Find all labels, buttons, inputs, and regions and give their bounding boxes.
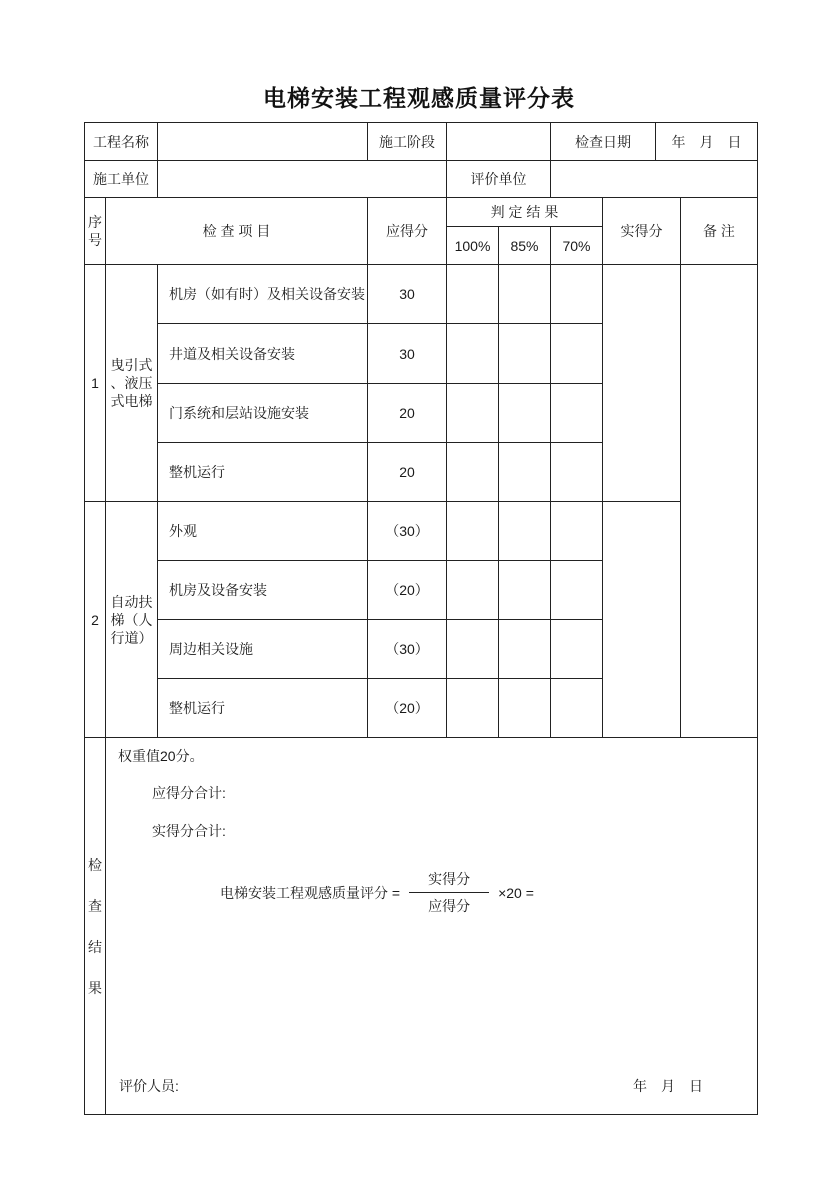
judge-cell-70[interactable] <box>551 561 603 620</box>
due-score-value: （20） <box>368 561 447 620</box>
item-label: 井道及相关设备安装 <box>158 324 368 384</box>
header-judge-100: 100% <box>447 227 499 265</box>
judge-cell-85[interactable] <box>499 620 551 679</box>
evaluator-label: 评价人员: <box>119 1078 179 1094</box>
project-name-field[interactable] <box>158 123 368 161</box>
judge-cell-70[interactable] <box>551 679 603 738</box>
header-actual-score: 实得分 <box>603 198 681 265</box>
score-formula <box>220 870 534 915</box>
judge-cell-85[interactable] <box>499 265 551 324</box>
due-score-value: （30） <box>368 620 447 679</box>
judge-cell-100[interactable] <box>447 620 499 679</box>
header-remark: 备 注 <box>681 198 758 265</box>
formula-fraction <box>409 870 489 915</box>
judge-cell-85[interactable] <box>499 324 551 384</box>
item-label: 周边相关设施 <box>158 620 368 679</box>
item-label: 整机运行 <box>158 679 368 738</box>
judge-cell-70[interactable] <box>551 324 603 384</box>
check-result-char: 查 <box>88 897 102 914</box>
judge-cell-100[interactable] <box>447 384 499 443</box>
item-label: 机房及设备安装 <box>158 561 368 620</box>
formula-numerator: 实得分 <box>409 870 489 893</box>
formula-denominator: 应得分 <box>428 898 471 914</box>
check-result-char: 果 <box>88 979 102 996</box>
judge-cell-100[interactable] <box>447 443 499 502</box>
check-result-char: 检 <box>88 856 102 873</box>
judge-cell-85[interactable] <box>499 561 551 620</box>
construction-unit-field[interactable] <box>158 161 447 198</box>
judge-cell-100[interactable] <box>447 502 499 561</box>
item-label: 门系统和层站设施安装 <box>158 384 368 443</box>
section-category: 曳引式、液压式电梯 <box>106 265 158 502</box>
judge-cell-70[interactable] <box>551 502 603 561</box>
construction-stage-label: 施工阶段 <box>368 123 447 161</box>
judge-cell-100[interactable] <box>447 265 499 324</box>
judge-cell-100[interactable] <box>447 561 499 620</box>
remark-cell[interactable] <box>681 265 758 738</box>
formula-suffix: ×20 = <box>498 884 534 901</box>
score-table <box>84 122 758 1115</box>
header-judge-70: 70% <box>551 227 603 265</box>
section-category: 自动扶梯（人行道） <box>106 502 158 738</box>
judge-cell-70[interactable] <box>551 443 603 502</box>
judge-cell-85[interactable] <box>499 679 551 738</box>
header-item: 检 查 项 目 <box>106 198 368 265</box>
sign-date: 年 月 日 <box>633 1078 703 1094</box>
header-judge-result: 判 定 结 果 <box>447 198 603 227</box>
due-score-value: 30 <box>368 265 447 324</box>
check-date-field[interactable]: 年 月 日 <box>656 123 758 161</box>
actual-score-cell-section2[interactable] <box>603 502 681 738</box>
header-seq: 序号 <box>85 198 106 265</box>
actual-score-cell-section1[interactable] <box>603 265 681 502</box>
weight-note: 权重值20分。 <box>118 748 204 764</box>
formula-prefix: 电梯安装工程观感质量评分 = <box>220 884 401 901</box>
judge-cell-100[interactable] <box>447 679 499 738</box>
project-name-label: 工程名称 <box>85 123 158 161</box>
item-label: 整机运行 <box>158 443 368 502</box>
evaluation-unit-field[interactable] <box>551 161 758 198</box>
judge-cell-85[interactable] <box>499 443 551 502</box>
check-date-label: 检查日期 <box>551 123 656 161</box>
judge-cell-70[interactable] <box>551 620 603 679</box>
due-score-value: 20 <box>368 384 447 443</box>
item-label: 外观 <box>158 502 368 561</box>
judge-cell-70[interactable] <box>551 265 603 324</box>
due-score-value: 30 <box>368 324 447 384</box>
construction-stage-field[interactable] <box>447 123 551 161</box>
due-score-value: （30） <box>368 502 447 561</box>
header-judge-85: 85% <box>499 227 551 265</box>
judge-cell-85[interactable] <box>499 502 551 561</box>
construction-unit-label: 施工单位 <box>85 161 158 198</box>
item-label: 机房（如有时）及相关设备安装 <box>158 265 368 324</box>
section-seq: 1 <box>85 265 106 502</box>
check-result-label <box>85 738 106 1115</box>
page-title: 电梯安装工程观感质量评分表 <box>263 85 575 111</box>
evaluation-unit-label: 评价单位 <box>447 161 551 198</box>
check-result-area[interactable] <box>106 738 758 1115</box>
header-due-score: 应得分 <box>368 198 447 265</box>
section-seq: 2 <box>85 502 106 738</box>
judge-cell-100[interactable] <box>447 324 499 384</box>
judge-cell-85[interactable] <box>499 384 551 443</box>
check-result-char: 结 <box>88 938 102 955</box>
due-score-value: 20 <box>368 443 447 502</box>
actual-total-label: 实得分合计: <box>152 823 226 839</box>
due-score-value: （20） <box>368 679 447 738</box>
judge-cell-70[interactable] <box>551 384 603 443</box>
due-total-label: 应得分合计: <box>152 785 226 801</box>
